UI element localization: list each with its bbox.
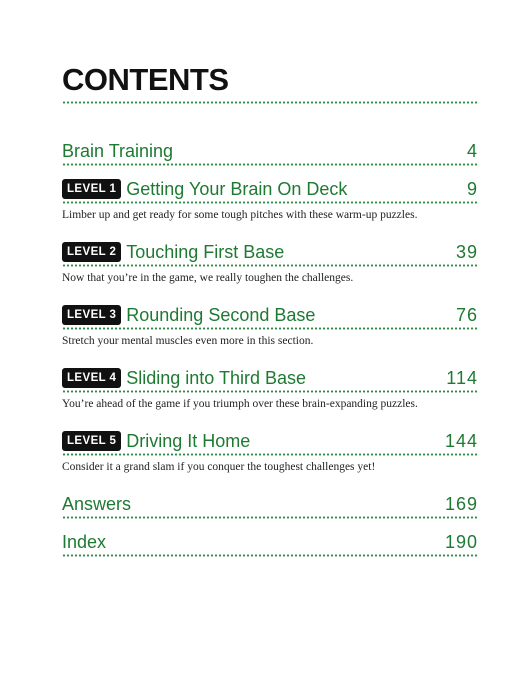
toc-entry-description: You’re ahead of the game if you triumph over these brain-expanding puzzles. <box>62 398 418 410</box>
toc-entry-line <box>62 241 478 263</box>
toc-entry-page-number: 169 <box>444 494 478 514</box>
toc-entry-level-1[interactable] <box>62 174 478 200</box>
toc-entry-line <box>62 304 478 326</box>
toc-entry-left <box>62 178 347 200</box>
entry-dotted-divider <box>62 201 478 204</box>
toc-entry-page-number: 4 <box>466 141 478 161</box>
toc-entry-level-3[interactable] <box>62 300 478 326</box>
toc-entry-index[interactable] <box>62 527 478 553</box>
toc-entry-line <box>62 140 478 162</box>
toc-entry-line <box>62 493 478 515</box>
level-badge: LEVEL 4 <box>62 368 121 388</box>
contents-page <box>62 0 478 700</box>
toc-entry-title: Brain Training <box>62 141 174 161</box>
toc-entry-page-number: 76 <box>455 305 478 325</box>
level-badge: LEVEL 3 <box>62 305 121 325</box>
entry-dotted-divider <box>62 163 478 166</box>
toc-entry-left <box>62 493 131 515</box>
entry-dotted-divider <box>62 453 478 456</box>
entry-dotted-divider <box>62 327 478 330</box>
title-dotted-divider <box>62 101 478 104</box>
toc-entry-description: Consider it a grand slam if you conquer the toughest challenges yet! <box>62 461 376 473</box>
toc-entry-line <box>62 430 478 452</box>
toc-entry-description: Now that you’re in the game, we really toughen the challenges. <box>62 272 354 284</box>
toc-entry-page-number: 144 <box>444 431 478 451</box>
toc-entry-line <box>62 531 478 553</box>
toc-entry-description: Limber up and get ready for some tough pitches with these warm-up puzzles. <box>62 209 418 221</box>
toc-entry-title: Rounding Second Base <box>126 305 316 325</box>
toc-entry-page-number: 190 <box>444 532 478 552</box>
toc-entry-description: Stretch your mental muscles even more in this section. <box>62 335 314 347</box>
level-badge: LEVEL 2 <box>62 242 121 262</box>
toc-entry-line <box>62 178 478 200</box>
entry-dotted-divider <box>62 516 478 519</box>
toc-entry-title: Touching First Base <box>126 242 285 262</box>
toc-entry-left <box>62 531 106 553</box>
toc-entry-left <box>62 367 306 389</box>
toc-entry-line <box>62 367 478 389</box>
toc-entry-left <box>62 430 250 452</box>
toc-entry-left <box>62 304 315 326</box>
toc-entry-page-number: 114 <box>446 368 478 388</box>
level-badge: LEVEL 1 <box>62 179 121 199</box>
level-badge: LEVEL 5 <box>62 431 121 451</box>
toc-entry-title: Answers <box>62 494 132 514</box>
toc-entry-title: Sliding into Third Base <box>126 368 307 388</box>
toc-entry-page-number: 39 <box>455 242 478 262</box>
toc-entry-level-2[interactable] <box>62 237 478 263</box>
toc-entry-title: Getting Your Brain On Deck <box>126 179 348 199</box>
toc-entry-title: Index <box>62 532 107 552</box>
toc-entry-left <box>62 140 173 162</box>
entry-dotted-divider <box>62 554 478 557</box>
page-title: CONTENTS <box>62 62 229 97</box>
toc-entry-answers[interactable] <box>62 489 478 515</box>
entry-dotted-divider <box>62 264 478 267</box>
toc-entry-level-5[interactable] <box>62 426 478 452</box>
toc-entry-left <box>62 241 284 263</box>
toc-entry-title: Driving It Home <box>126 431 251 451</box>
toc-entry-brain-training[interactable] <box>62 136 478 162</box>
entry-dotted-divider <box>62 390 478 393</box>
toc-entry-page-number: 9 <box>466 179 478 199</box>
toc-entry-level-4[interactable] <box>62 363 478 389</box>
